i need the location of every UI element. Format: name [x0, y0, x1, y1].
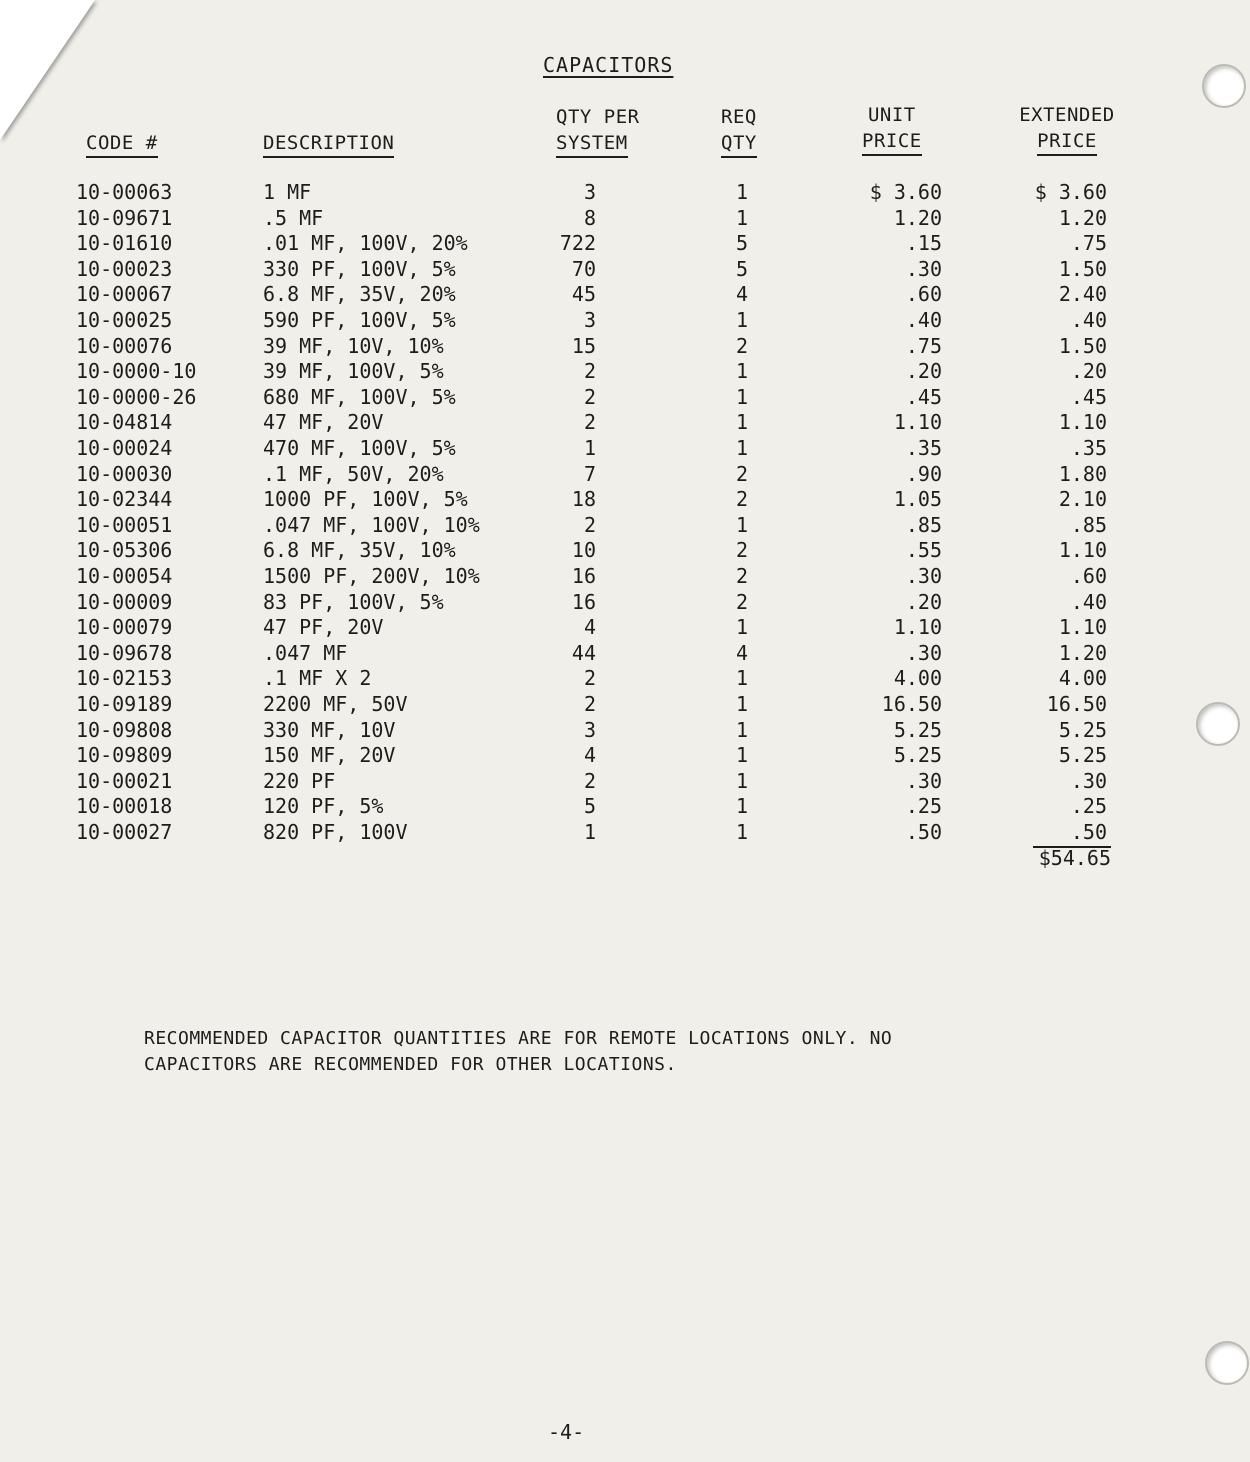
row-code: 10-00021 [76, 768, 173, 793]
row-desc: 83 PF, 100V, 5% [263, 589, 444, 614]
row-qty: 2 [583, 692, 596, 716]
row-code: 10-00051 [76, 512, 173, 537]
row-req: 2 [735, 333, 748, 358]
row-qty: 16 [571, 564, 596, 588]
row-unit: 1.10 [893, 410, 942, 435]
row-code: 10-00024 [76, 436, 173, 460]
row-code: 10-09678 [76, 640, 173, 665]
row-code: 10-0000-26 [76, 384, 197, 409]
row-qty: 2 [583, 384, 596, 409]
row-desc: 1500 PF, 200V, 10% [263, 564, 480, 588]
row-qty: 44 [571, 640, 596, 665]
row-unit: 1.05 [893, 487, 942, 512]
grand-total: $54.65 [1038, 846, 1111, 870]
row-unit: .35 [905, 436, 942, 460]
row-unit: $ 3.60 [869, 180, 942, 204]
row-code: 10-00009 [76, 589, 173, 614]
row-unit: .30 [905, 564, 942, 588]
row-req: 2 [735, 589, 748, 614]
row-code: 10-00079 [76, 615, 173, 640]
row-req: 5 [735, 231, 748, 256]
row-ext: .30 [1070, 768, 1107, 793]
row-desc: 39 MF, 10V, 10% [263, 333, 444, 358]
header-unit-line2: PRICE [862, 128, 922, 156]
row-code: 10-0000-10 [76, 359, 197, 384]
row-ext: .60 [1070, 564, 1107, 588]
row-ext: 1.20 [1058, 640, 1107, 665]
row-unit: .60 [905, 282, 942, 307]
row-code: 10-00054 [76, 564, 173, 588]
row-code: 10-02153 [76, 666, 173, 691]
row-desc: 150 MF, 20V [263, 743, 396, 768]
header-req-line1: REQ [721, 106, 757, 128]
row-desc: 1000 PF, 100V, 5% [263, 487, 468, 512]
row-unit: 1.10 [893, 615, 942, 640]
row-ext: 1.20 [1058, 205, 1107, 230]
row-qty: 18 [571, 487, 596, 512]
row-desc: 330 MF, 10V [263, 717, 396, 742]
row-code: 10-09189 [76, 692, 173, 716]
row-code: 10-00076 [76, 333, 173, 358]
folded-corner [0, 0, 95, 140]
row-req: 1 [735, 180, 748, 204]
row-qty: 4 [583, 743, 596, 768]
row-desc: .047 MF [263, 640, 348, 665]
row-qty: 5 [583, 794, 596, 819]
row-req: 1 [735, 666, 748, 691]
header-code [86, 130, 158, 158]
punch-hole-top [1202, 64, 1246, 108]
header-description-label: DESCRIPTION [263, 130, 394, 158]
row-qty: 2 [583, 410, 596, 435]
row-unit: 4.00 [893, 666, 942, 691]
row-desc: 6.8 MF, 35V, 20% [263, 282, 456, 307]
row-req: 1 [735, 205, 748, 230]
row-code: 10-00027 [76, 820, 173, 844]
row-unit: .75 [905, 333, 942, 358]
row-desc: 6.8 MF, 35V, 10% [263, 538, 456, 563]
punch-hole-middle [1196, 702, 1240, 746]
row-unit: .20 [905, 589, 942, 614]
row-ext: .35 [1070, 436, 1107, 460]
row-code: 10-05306 [76, 538, 173, 563]
header-qty-per-system [556, 104, 640, 158]
header-ext-line2: PRICE [1037, 128, 1097, 156]
row-code: 10-00023 [76, 256, 173, 281]
row-desc: .01 MF, 100V, 20% [263, 231, 468, 256]
row-ext: 16.50 [1046, 692, 1107, 716]
row-req: 1 [735, 794, 748, 819]
row-unit: .30 [905, 768, 942, 793]
row-ext: .25 [1070, 794, 1107, 819]
header-unit-line1: UNIT [867, 104, 916, 126]
row-desc: .047 MF, 100V, 10% [263, 512, 480, 537]
row-ext: .45 [1070, 384, 1107, 409]
row-req: 2 [735, 564, 748, 588]
row-code: 10-00025 [76, 308, 173, 332]
row-unit: .20 [905, 359, 942, 384]
page-number: -4- [548, 1420, 585, 1444]
header-req-qty [721, 104, 757, 158]
row-unit: .90 [905, 461, 942, 486]
row-ext: .50 [1070, 820, 1107, 844]
row-req: 4 [735, 282, 748, 307]
page-title: CAPACITORS [543, 53, 674, 77]
row-qty: 722 [559, 231, 596, 256]
row-desc: .5 MF [263, 205, 324, 230]
row-qty: 3 [583, 308, 596, 332]
row-req: 1 [735, 512, 748, 537]
row-req: 2 [735, 461, 748, 486]
row-ext: .85 [1070, 512, 1107, 537]
row-req: 1 [735, 410, 748, 435]
row-req: 2 [735, 538, 748, 563]
row-ext: 2.10 [1058, 487, 1107, 512]
row-desc: 120 PF, 5% [263, 794, 384, 819]
punch-hole-bottom [1205, 1341, 1249, 1385]
row-req: 1 [735, 692, 748, 716]
row-ext: 5.25 [1058, 717, 1107, 742]
row-qty: 16 [571, 589, 596, 614]
row-qty: 45 [571, 282, 596, 307]
row-unit: 5.25 [893, 717, 942, 742]
row-unit: .45 [905, 384, 942, 409]
row-qty: 1 [583, 820, 596, 844]
row-ext: .40 [1070, 589, 1107, 614]
row-req: 1 [735, 768, 748, 793]
row-ext: .20 [1070, 359, 1107, 384]
row-desc: 47 PF, 20V [263, 615, 384, 640]
row-qty: 2 [583, 512, 596, 537]
row-desc: .1 MF, 50V, 20% [263, 461, 444, 486]
header-qty-line2: SYSTEM [556, 130, 628, 158]
row-req: 4 [735, 640, 748, 665]
row-req: 1 [735, 308, 748, 332]
row-code: 10-04814 [76, 410, 173, 435]
row-qty: 7 [583, 461, 596, 486]
row-code: 10-09808 [76, 717, 173, 742]
row-code: 10-02344 [76, 487, 173, 512]
row-qty: 3 [583, 717, 596, 742]
row-unit: 5.25 [893, 743, 942, 768]
header-req-line2: QTY [721, 130, 757, 158]
row-desc: 470 MF, 100V, 5% [263, 436, 456, 460]
row-unit: .30 [905, 256, 942, 281]
row-unit: 16.50 [881, 692, 942, 716]
row-qty: 2 [583, 359, 596, 384]
row-desc: 330 PF, 100V, 5% [263, 256, 456, 281]
row-unit: .25 [905, 794, 942, 819]
row-req: 1 [735, 820, 748, 844]
header-qty-line1: QTY PER [556, 106, 640, 128]
row-qty: 1 [583, 436, 596, 460]
row-qty: 2 [583, 768, 596, 793]
row-desc: 1 MF [263, 180, 312, 204]
row-qty: 3 [583, 180, 596, 204]
header-ext-line1: EXTENDED [1019, 104, 1115, 126]
row-req: 1 [735, 717, 748, 742]
row-req: 1 [735, 436, 748, 460]
row-qty: 10 [571, 538, 596, 563]
note-line-2: CAPACITORS ARE RECOMMENDED FOR OTHER LOCATIONS. [144, 1054, 677, 1075]
row-ext: .40 [1070, 308, 1107, 332]
row-code: 10-00018 [76, 794, 173, 819]
row-ext: 2.40 [1058, 282, 1107, 307]
row-desc: 2200 MF, 50V [263, 692, 408, 716]
row-ext: 1.50 [1058, 333, 1107, 358]
row-ext: .75 [1070, 231, 1107, 256]
header-extended-price [1015, 102, 1119, 156]
row-code: 10-00067 [76, 282, 173, 307]
row-qty: 70 [571, 256, 596, 281]
row-req: 1 [735, 384, 748, 409]
row-ext: 1.10 [1058, 410, 1107, 435]
row-unit: .30 [905, 640, 942, 665]
row-ext: 1.10 [1058, 538, 1107, 563]
row-desc: .1 MF X 2 [263, 666, 372, 691]
row-unit: .15 [905, 231, 942, 256]
note-line-1: RECOMMENDED CAPACITOR QUANTITIES ARE FOR REMOTE LOCATIONS ONLY. NO [144, 1028, 893, 1049]
row-req: 1 [735, 359, 748, 384]
row-code: 10-09671 [76, 205, 173, 230]
row-qty: 2 [583, 666, 596, 691]
row-desc: 47 MF, 20V [263, 410, 384, 435]
header-code-label: CODE # [86, 130, 158, 158]
row-unit: 1.20 [893, 205, 942, 230]
row-req: 5 [735, 256, 748, 281]
row-ext: 5.25 [1058, 743, 1107, 768]
row-ext: $ 3.60 [1034, 180, 1107, 204]
row-ext: 1.50 [1058, 256, 1107, 281]
row-ext: 1.10 [1058, 615, 1107, 640]
row-unit: .55 [905, 538, 942, 563]
row-desc: 220 PF [263, 768, 336, 793]
row-code: 10-09809 [76, 743, 173, 768]
row-code: 10-00063 [76, 180, 173, 204]
row-unit: .85 [905, 512, 942, 537]
row-qty: 15 [571, 333, 596, 358]
row-qty: 8 [583, 205, 596, 230]
header-description [263, 130, 394, 158]
row-desc: 590 PF, 100V, 5% [263, 308, 456, 332]
row-code: 10-00030 [76, 461, 173, 486]
row-req: 1 [735, 743, 748, 768]
header-unit-price [862, 102, 922, 156]
row-req: 2 [735, 487, 748, 512]
row-ext: 1.80 [1058, 461, 1107, 486]
row-desc: 680 MF, 100V, 5% [263, 384, 456, 409]
row-ext: 4.00 [1058, 666, 1107, 691]
row-req: 1 [735, 615, 748, 640]
row-desc: 820 PF, 100V [263, 820, 408, 844]
row-unit: .40 [905, 308, 942, 332]
row-qty: 4 [583, 615, 596, 640]
row-unit: .50 [905, 820, 942, 844]
row-desc: 39 MF, 100V, 5% [263, 359, 444, 384]
row-code: 10-01610 [76, 231, 173, 256]
